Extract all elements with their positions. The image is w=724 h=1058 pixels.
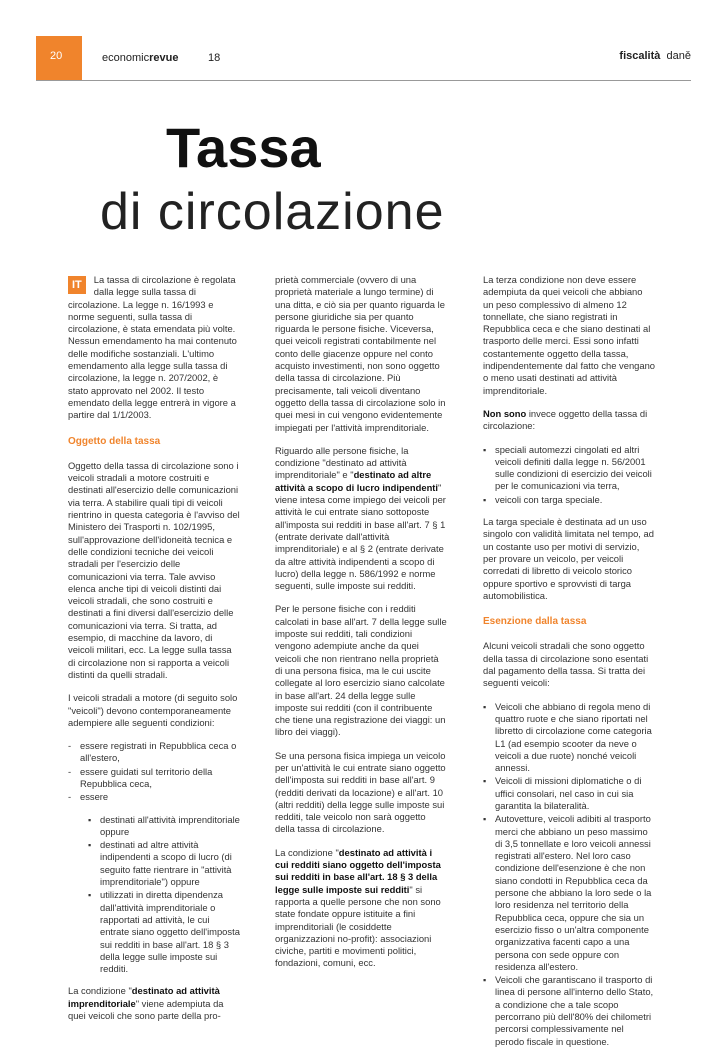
paragraph: Per le persone fisiche con i redditi calcolati in base all'art. 7 della legge sulle imposte sui redditi, tali condizioni vengono adempiute anche da quei veicoli che non rientrano nella proprietà di una persona fisica, ma le cui uscite collegate al loro esercizio siano calcolate in base all'art. 24 della legge sulle imposte sui redditi (con il contribuente che tiene una registrazione dei viaggi: un libro dei viaggi). <box>275 603 447 738</box>
paragraph <box>275 847 447 970</box>
bold-text: destinato ad altre attività a scopo di lucro indipendenti <box>275 469 439 493</box>
intro-paragraph <box>68 274 240 422</box>
article-title-line1: Tassa <box>166 116 321 179</box>
sub-conditions-list <box>88 814 240 976</box>
paragraph <box>483 408 655 433</box>
text: La condizione " <box>68 985 132 997</box>
bold-text: Non sono <box>483 407 527 419</box>
bold-text: destinato ad attività i cui redditi siano oggetto dell'imposta sui redditi in base all'art. 18 § 3 della legge sulle imposte sui redditi <box>275 846 441 895</box>
page-header <box>36 36 691 81</box>
paragraph: La terza condizione non deve essere adempiuta da quei veicoli che abbiano un peso complessivo di almeno 12 tonnellate, che siano registrati in Repubblica ceca e che siano destinati al trasporto delle merci. Essi sono infatti costantemente oggetto della tassa, indipendentemente dal fatto che vengano o meno usati destinati ad attività imprenditoriale. <box>483 274 656 396</box>
list-item: ▪ Veicoli di missioni diplomatiche o di uffici consolari, nel caso in cui sia garantita la bilateralità. <box>483 775 655 812</box>
paragraph: Oggetto della tassa di circolazione sono i veicoli stradali a motore costruiti e destinati all'esercizio delle comunicazioni via terra. A stabilire quali tipi di veicoli rientrino in questa categoria è l'avviso del Ministero dei Trasporti n. 102/1995, sull'approvazione dell'idoneità tecnica e delle condizioni tecniche dei veicoli stradali per l'esercizio delle comunicazioni via terra. Tale avviso elenca anche tipi di veicoli distinti dai veicoli stradali, che sono costruiti e destinati a fini diversi dall'esercizio delle comunicazioni via terra. Si tratta, ad esempio, di macchine da lavoro, di veicoli militari, ecc. La legge sulla tassa di circolazione non si rapporta a veicoli distinti da quelli stradali. <box>68 459 240 680</box>
list-item: ▪ speciali automezzi cingolati ed altri veicoli definiti dalla legge n. 56/2001 sulle condizioni di esercizio dei veicoli per le comunicazioni via terra, <box>483 444 655 493</box>
section-label-light: daně <box>666 50 691 62</box>
issue-number: 18 <box>208 52 221 64</box>
list-item: ▪ veicoli con targa speciale. <box>483 494 655 506</box>
paragraph: prietà commerciale (ovvero di una proprietà materiale a lungo termine) di una ditta, e ciò sia per quanto riguarda le persone giuridiche sia per quanto riguarda le persone fisiche. Viceversa, quei veicoli registrati contabilmente nel conto delle giacenze oppure nel conto acquisto investimenti, non sono oggetto della tassa di circolazione. Più precisamente, tali veicoli diventano oggetto della tassa di circolazione solo in quei mesi in cui vengono evidentemente impiegati per l'attività imprenditoriale. <box>275 274 446 433</box>
text: " viene adempiuta da quei veicoli che sono parte della pro- <box>68 997 224 1022</box>
paragraph <box>68 985 240 1022</box>
column-1 <box>68 274 240 1033</box>
text: invece oggetto della tassa di circolazione: <box>483 407 648 432</box>
conditions-list <box>68 740 240 803</box>
page-number: 20 <box>50 50 63 62</box>
exemptions-list <box>483 701 655 1048</box>
list-item: ▪ Veicoli che garantiscano il trasporto di linea di persone all'interno dello Stato, a condizione che a tale scopo percorrano più dell'80% dei chilometri percorsi complessivamente nel perodo fiscale in questione. <box>483 974 655 1048</box>
list-item: ▪ destinati all'attività imprenditoriale oppure <box>88 814 240 839</box>
exclusions-list <box>483 444 655 506</box>
paragraph: La targa speciale è destinata ad un uso singolo con validità limitata nel tempo, ad un costante uso per motivi di servizio, per provare un veicolo, per veicoli corredati di libretto di veicolo storico oppure sportivo e sprovvisti di targa automobilistica. <box>483 516 654 601</box>
list-item: - essere guidati sul territorio della Repubblica ceca, <box>68 766 240 791</box>
column-3 <box>483 274 655 1058</box>
intro-text: La tassa di circolazione è regolata dalla legge sulla tassa di circolazione. La legge n. 16/1993 e norme seguenti, sulla tassa di circolazione, è stata emendata più volte. Nessun emendamento ha mai contenuto delle modifiche sostanziali. L'ultimo emendamento alla legge sulla tassa di circolazione, la legge n. 207/2002, è stato approvato nel 2002. Il testo emendato della legge entrerà in vigore a partire dal 1/1/2003. <box>68 274 237 421</box>
list-item: ▪ Autovetture, veicoli adibiti al trasporto merci che abbiano un peso massimo di 3,5 tonnellate e loro veicoli annessi registrati all'estero. Nel loro caso condizione dell'esenzione è che non siano condotti in Repubblica ceca da persone che abbiano la loro sede o la loro residenza nel territorio della Repubblica ceca, oppure che sia un esercizio fisso o un'altra componente organizzativa facenti capo a una persona con sede oppure con residenza all'estero. <box>483 813 655 973</box>
magazine-name-light: economic <box>102 52 150 64</box>
section-label <box>619 50 691 62</box>
article-title-line2: di circolazione <box>100 183 445 241</box>
paragraph <box>275 445 447 593</box>
bold-text: destinato ad attività imprenditoriale <box>68 985 220 1009</box>
paragraph: Se una persona fisica impiega un veicolo per un'attività le cui entrate siano oggetto dell'imposta sui redditi in base all'art. 9 (redditi derivati da locazione) e all'art. 10 (altri redditi) della legge sulle imposte sui redditi, tale veicolo non sarà oggetto della tassa di circolazione. <box>275 749 446 835</box>
text: La condizione " <box>275 846 339 858</box>
list-item: - essere <box>68 791 240 803</box>
page-number-box <box>36 36 82 80</box>
list-item: ▪ Veicoli che abbiano di regola meno di quattro ruote e che siano riportati nel libretto di circolazione come categoria L1 (ad esempio scooter da neve o veicoli a due ruote) nonché veicoli annessi. <box>483 701 655 775</box>
section-heading-oggetto: Oggetto della tassa <box>68 435 161 447</box>
section-heading-esenzione: Esenzione dalla tassa <box>483 616 587 628</box>
magazine-name <box>102 52 178 64</box>
section-label-bold: fiscalità <box>619 50 661 62</box>
list-item: ▪ utilizzati in diretta dipendenza dall'attività imprenditoriale o rapportati ad attività, le cui entrate siano oggetto dell'imposta sui redditi in base all'art. 18 § 3 della legge sulle imposte sui redditi. <box>88 889 240 975</box>
paragraph: Alcuni veicoli stradali che sono oggetto della tassa di circolazione sono esentati dal pagamento della tassa. Si tratta dei seguenti veicoli: <box>483 640 649 689</box>
magazine-name-bold: revue <box>149 52 179 64</box>
text: " viene intesa come impiego dei veicoli per attività le cui entrate siano sottoposte all'imposta sui redditi in base all'art. 7 § 1 (entrate derivate dall'attività imprenditoriale) e al § 2 (entrate derivate da altre attività indipendenti a scopo di lucro) della legge n. 586/1992 e norme seguenti, sulle imposte sui redditi. <box>275 481 446 592</box>
language-tag: IT <box>68 276 86 294</box>
list-item: - essere registrati in Repubblica ceca o all'estero, <box>68 740 240 765</box>
list-item: ▪ destinati ad altre attività indipendenti a scopo di lucro (di seguito fatte rientrare in "attività imprenditoriale") oppure <box>88 839 240 888</box>
text: Riguardo alle persone fisiche, la condizione "destinato ad attività imprenditoriale" e " <box>275 444 409 481</box>
column-2 <box>275 274 447 981</box>
text: " si rapporta a quelle persone che non sono state fondate oppure istituite a fini imprenditoriali (le cosiddette organizzazioni no-profit): associazioni civiche, partiti e movimenti politici, fondazioni, comuni, ecc. <box>275 883 441 969</box>
paragraph: I veicoli stradali a motore (di seguito solo "veicoli") devono contemporaneamente adempiere alle seguenti condizioni: <box>68 692 238 728</box>
